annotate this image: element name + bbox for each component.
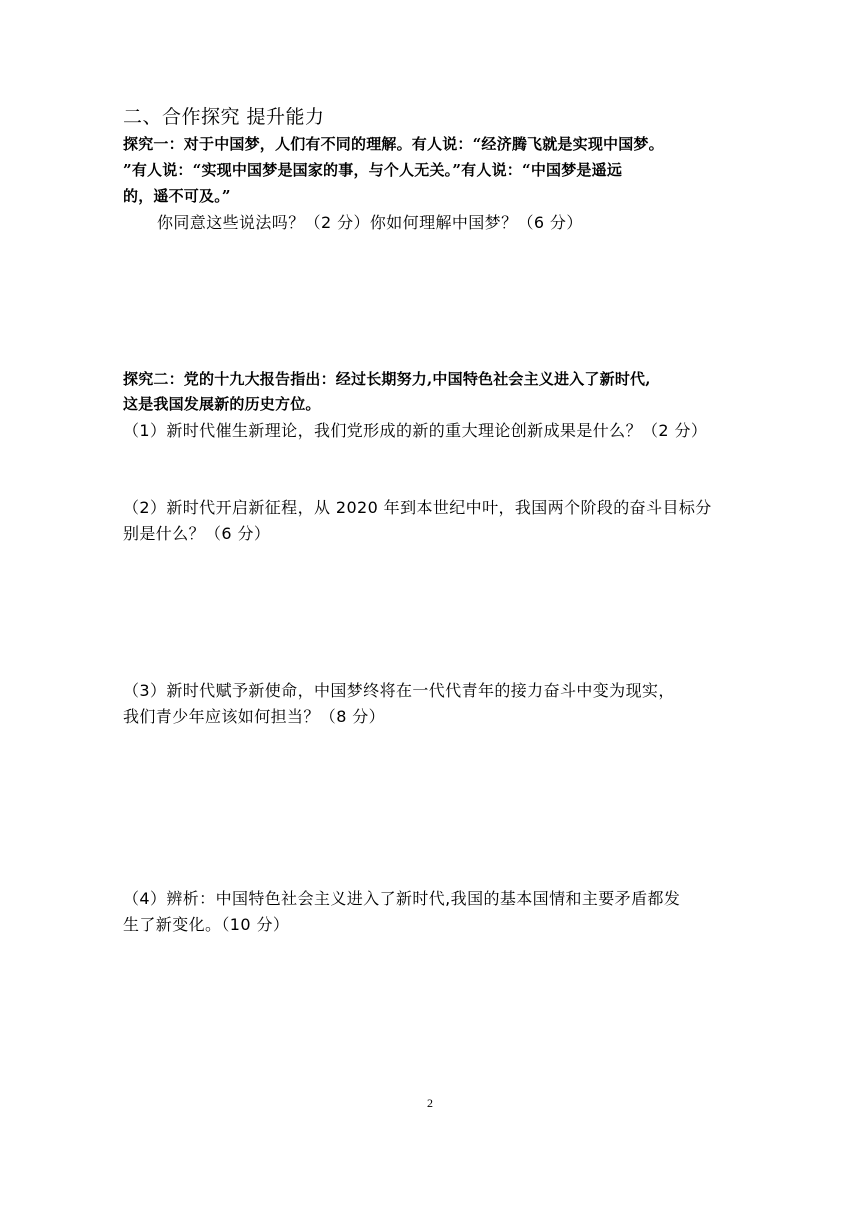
- inquiry2-question-4-line1: （4）辨析：中国特色社会主义进入了新时代,我国的基本国情和主要矛盾都发: [123, 889, 681, 908]
- inquiry2-question-2-line2: 别是什么？（6 分）: [123, 524, 271, 543]
- inquiry1-text-line3: 的，遥不可及。”: [123, 187, 231, 205]
- inquiry2-question-1: （1）新时代催生新理论，我们党形成的新的重大理论创新成果是什么？（2 分）: [123, 421, 708, 440]
- inquiry2-question-3-line1: （3）新时代赋予新使命，中国梦终将在一代代青年的接力奋斗中变为现实，: [123, 681, 675, 700]
- inquiry2-question-2-line1: （2）新时代开启新征程，从 2020 年到本世纪中叶，我国两个阶段的奋斗目标分: [123, 498, 712, 517]
- section-heading: 二、合作探究 提升能力: [123, 106, 325, 128]
- inquiry2-question-4-line2: 生了新变化。（10 分）: [123, 915, 290, 934]
- inquiry1-text-line1: 探究一：对于中国梦，人们有不同的理解。有人说：“经济腾飞就是实现中国梦。: [123, 135, 664, 153]
- inquiry2-question-3-line2: 我们青少年应该如何担当？（8 分）: [123, 707, 386, 726]
- inquiry1-question: 你同意这些说法吗？（2 分）你如何理解中国梦？（6 分）: [157, 213, 583, 232]
- page-number: 2: [427, 1096, 433, 1110]
- inquiry2-text-line2: 这是我国发展新的历史方位。: [123, 395, 321, 413]
- inquiry1-text-line2: ”有人说：“实现中国梦是国家的事，与个人无关。”有人说：“中国梦是遥远: [123, 161, 623, 179]
- inquiry2-text-line1: 探究二：党的十九大报告指出：经过长期努力,中国特色社会主义进入了新时代,: [123, 370, 651, 388]
